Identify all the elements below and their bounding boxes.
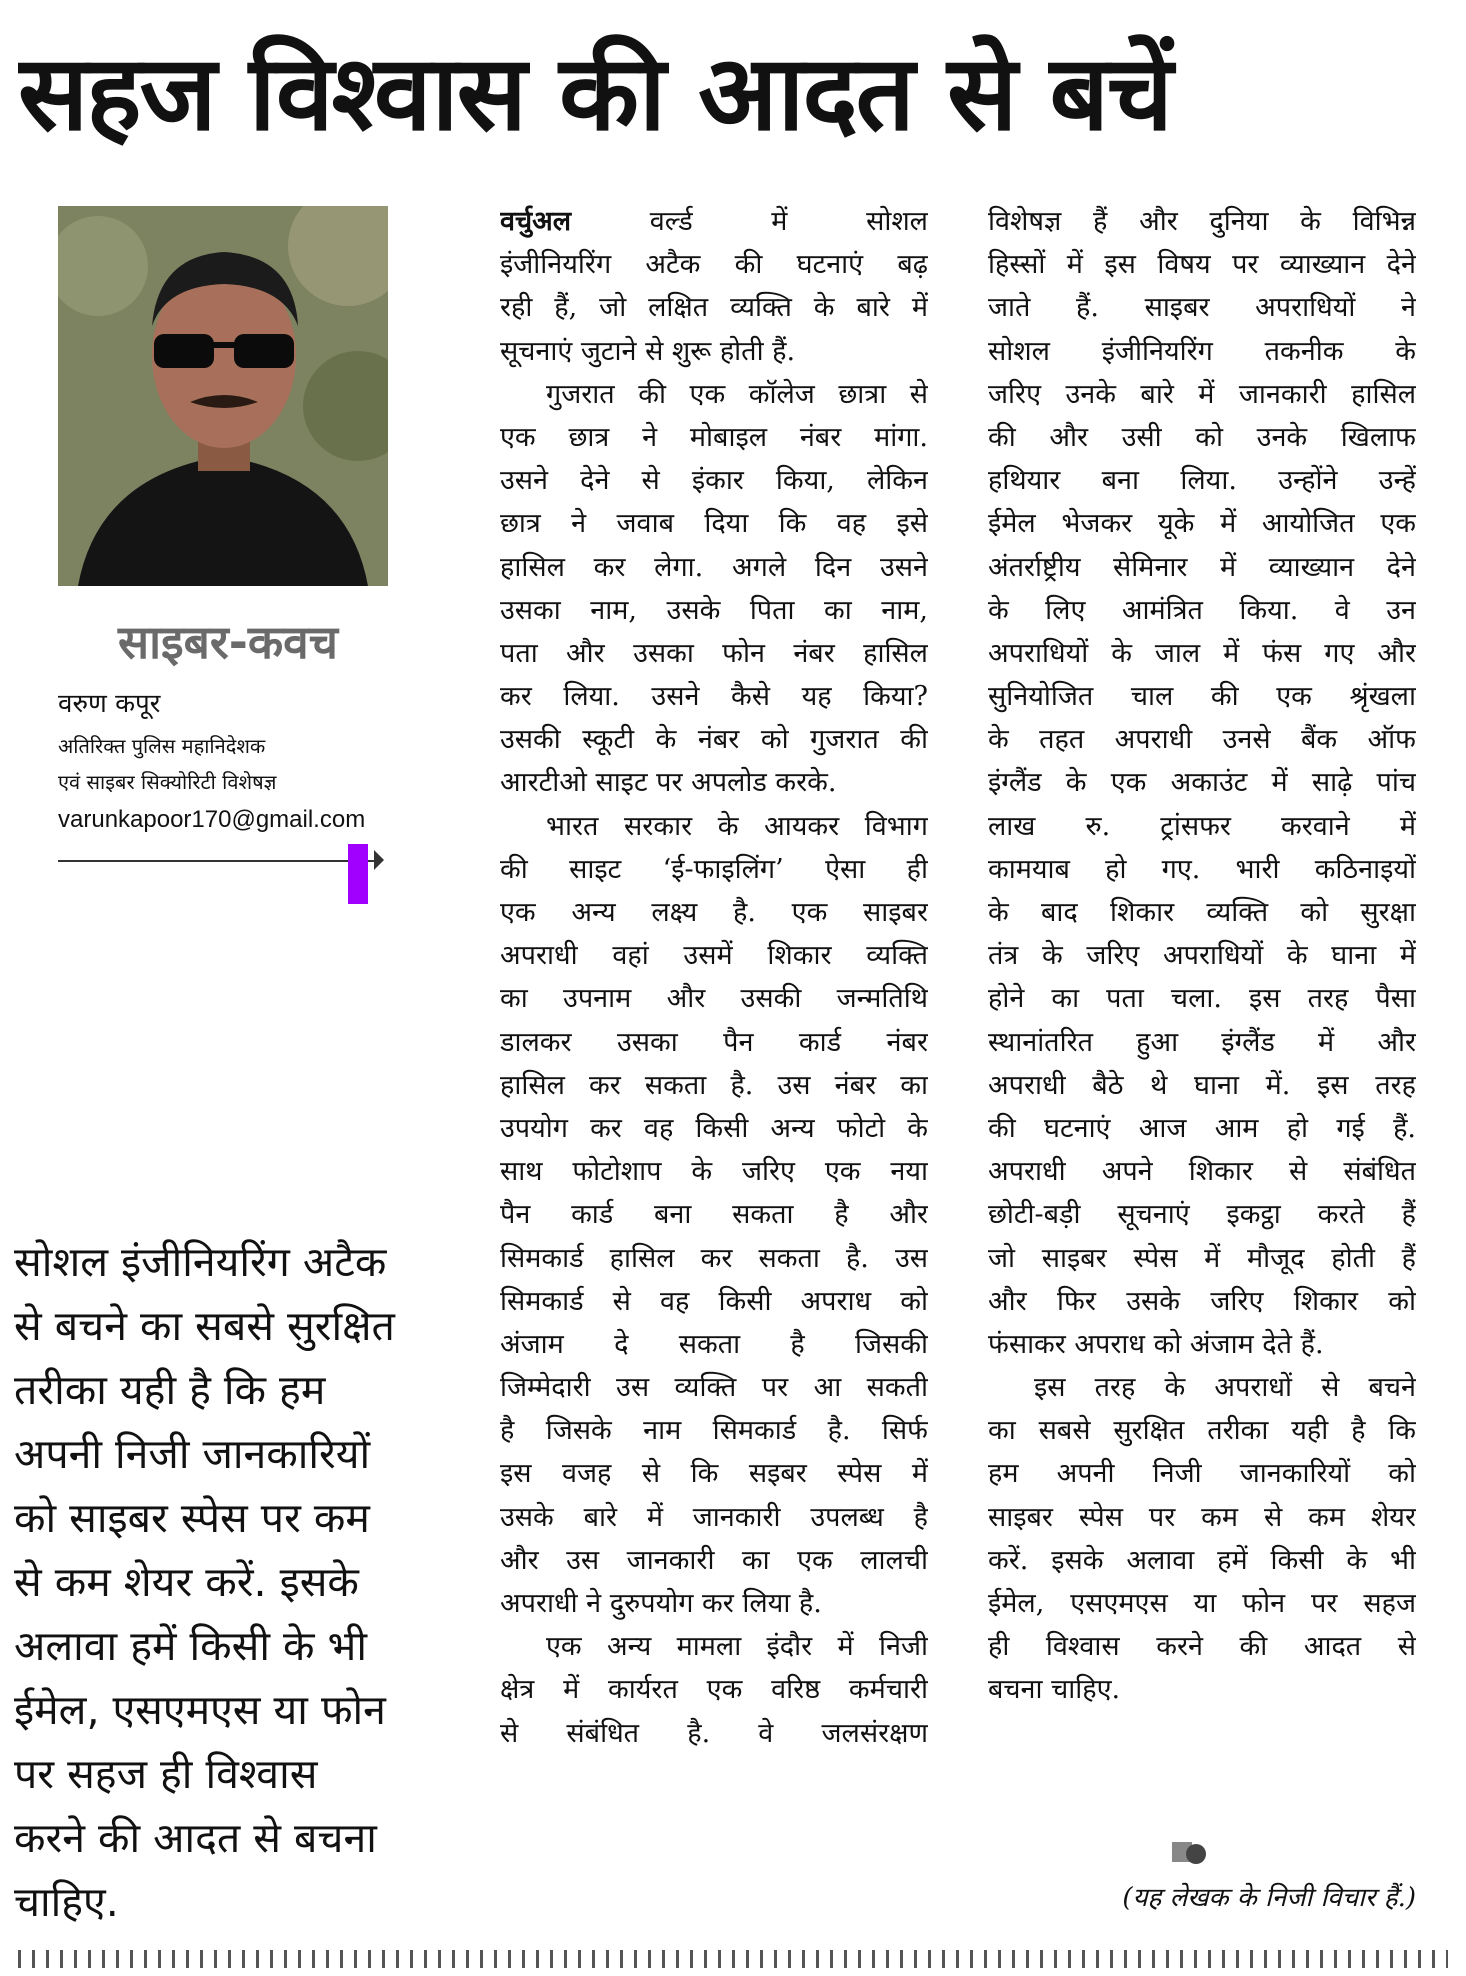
divider-arrow-icon bbox=[374, 850, 384, 870]
article-line: रही हैं, जो लक्षित व्यक्ति के बारे में bbox=[500, 292, 928, 324]
article-line: जाते हैं. साइबर अपराधियों ने bbox=[988, 292, 1416, 324]
article-line: भारत सरकार के आयकर विभाग bbox=[546, 810, 928, 842]
article-line: अपराधी अपने शिकार से संबंधित bbox=[988, 1156, 1416, 1188]
article-line: हिस्सों में इस विषय पर व्याख्यान देने bbox=[988, 249, 1416, 281]
article-line: और उस जानकारी का एक लालची bbox=[500, 1544, 928, 1576]
article-line: होने का पता चला. इस तरह पैसा bbox=[988, 983, 1416, 1015]
article-line: एक अन्य लक्ष्य है. एक साइबर bbox=[500, 897, 928, 928]
article-line: क्षेत्र में कार्यरत एक वरिष्ठ कर्मचारी bbox=[500, 1674, 928, 1706]
article-column-1 bbox=[500, 200, 928, 1920]
article-line: जो साइबर स्पेस में मौजूद होती हैं bbox=[988, 1242, 1416, 1274]
article-line: के बाद शिकार व्यक्ति को सुरक्षा bbox=[988, 897, 1416, 928]
article-line: साइबर स्पेस पर कम से कम शेयर bbox=[988, 1501, 1416, 1533]
article-line: है जिसके नाम सिमकार्ड है. सिर्फ bbox=[500, 1415, 928, 1447]
article-line: स्थानांतरित हुआ इंग्लैंड में और bbox=[988, 1026, 1416, 1058]
article-line: कर लिया. उसने कैसे यह किया? bbox=[500, 681, 928, 713]
article-line: अपराधी बैठे थे घाना में. इस तरह bbox=[988, 1069, 1416, 1101]
article-line: अपराधी ने दुरुपयोग कर लिया है. bbox=[500, 1588, 822, 1619]
pull-quote-line: अलावा हमें किसी के भी bbox=[14, 1622, 367, 1670]
end-mark-icon bbox=[1172, 1838, 1206, 1866]
article-line: पैन कार्ड बना सकता है और bbox=[500, 1199, 928, 1231]
article-line: एक अन्य मामला इंदौर में निजी bbox=[546, 1631, 928, 1663]
pull-quote-line: चाहिए. bbox=[14, 1878, 119, 1926]
article-line: अपराधियों के जाल में फंस गए और bbox=[988, 637, 1416, 669]
pull-quote bbox=[14, 1230, 444, 1930]
pull-quote-line: सोशल इंजीनियरिंग अटैक bbox=[14, 1238, 387, 1286]
article-line: लाख रु. ट्रांसफर करवाने में bbox=[988, 810, 1416, 842]
article-line: ईमेल, एसएमएस या फोन पर सहज bbox=[988, 1588, 1416, 1619]
article-line: छात्र ने जवाब दिया कि वह इसे bbox=[500, 508, 928, 540]
pull-quote-line: से कम शेयर करें. इसके bbox=[14, 1558, 359, 1606]
article-line: जिम्मेदारी उस व्यक्ति पर आ सकती bbox=[500, 1372, 928, 1404]
article-line: इंग्लैंड के एक अकाउंट में साढ़े पांच bbox=[988, 767, 1416, 799]
article-line: इस तरह के अपराधों से बचने bbox=[1034, 1372, 1416, 1404]
article-line: आरटीओ साइट पर अपलोड करके. bbox=[500, 767, 837, 799]
article-line: के लिए आमंत्रित किया. वे उन bbox=[988, 594, 1416, 626]
article-line: वर्चुअल वर्ल्ड में सोशल bbox=[500, 206, 928, 237]
column-title: साइबर-कवच bbox=[118, 615, 338, 669]
article-line: कामयाब हो गए. भारी कठिनाइयों bbox=[988, 853, 1416, 885]
article-line: हम अपनी निजी जानकारियों को bbox=[988, 1458, 1416, 1490]
article-line: की और उसी को उनके खिलाफ bbox=[988, 421, 1416, 453]
article-line: गुजरात की एक कॉलेज छात्रा से bbox=[546, 378, 928, 410]
article-line: सोशल इंजीनियरिंग तकनीक के bbox=[988, 335, 1416, 367]
bottom-border bbox=[18, 1950, 1448, 1968]
article-line: साथ फोटोशाप के जरिए एक नया bbox=[500, 1156, 928, 1188]
article-line: पता और उसका फोन नंबर हासिल bbox=[500, 637, 928, 669]
divider bbox=[58, 860, 378, 862]
pull-quote-line: को साइबर स्पेस पर कम bbox=[14, 1494, 370, 1542]
article-line: का सबसे सुरक्षित तरीका यही है कि bbox=[988, 1415, 1416, 1447]
article-line: की साइट ‘ई-फाइलिंग’ ऐसा ही bbox=[500, 853, 928, 885]
pull-quote-line: से बचने का सबसे सुरक्षित bbox=[14, 1302, 395, 1350]
article-line: से संबंधित है. वे जलसंरक्षण bbox=[500, 1717, 928, 1749]
article-line: एक छात्र ने मोबाइल नंबर मांगा. bbox=[500, 421, 928, 453]
author-designation: एवं साइबर सिक्योरिटी विशेषज्ञ bbox=[58, 770, 277, 794]
article-line: विशेषज्ञ हैं और दुनिया के विभिन्न bbox=[988, 206, 1416, 237]
article-line: हासिल कर लेगा. अगले दिन उसने bbox=[500, 551, 928, 583]
article-line: अंतर्राष्ट्रीय सेमिनार में व्याख्यान देने bbox=[988, 551, 1416, 583]
author-name: वरुण कपूर bbox=[58, 689, 161, 719]
article-line: डालकर उसका पैन कार्ड नंबर bbox=[500, 1026, 928, 1058]
article-line: सिमकार्ड हासिल कर सकता है. उस bbox=[500, 1242, 928, 1274]
article-line: सिमकार्ड से वह किसी अपराध को bbox=[500, 1285, 928, 1317]
author-designation: अतिरिक्त पुलिस महानिदेशक bbox=[58, 734, 266, 758]
pull-quote-line: करने की आदत से बचना bbox=[14, 1814, 377, 1862]
article-line: इस वजह से कि सइबर स्पेस में bbox=[500, 1458, 928, 1490]
article-line: उसका नाम, उसके पिता का नाम, bbox=[500, 594, 928, 626]
lead-word: वर्चुअल bbox=[500, 206, 572, 237]
pull-quote-line: ईमेल, एसएमएस या फोन bbox=[14, 1686, 386, 1734]
article-line: फंसाकर अपराध को अंजाम देते हैं. bbox=[988, 1328, 1324, 1360]
pull-quote-line: तरीका यही है कि हम bbox=[14, 1366, 326, 1414]
article-line: बचना चाहिए. bbox=[988, 1674, 1121, 1706]
article-line: हासिल कर सकता है. उस नंबर का bbox=[500, 1069, 928, 1101]
article-line: अंजाम दे सकता है जिसकी bbox=[500, 1328, 928, 1360]
article-column-2 bbox=[988, 200, 1416, 1920]
article-line: की घटनाएं आज आम हो गई हैं. bbox=[988, 1112, 1416, 1144]
article-line: छोटी-बड़ी सूचनाएं इकट्ठा करते हैं bbox=[988, 1199, 1416, 1231]
article-line: के तहत अपराधी उनसे बैंक ऑफ bbox=[988, 724, 1416, 756]
article-line: सुनियोजित चाल की एक श्रृंखला bbox=[988, 681, 1416, 713]
accent-bar bbox=[348, 844, 368, 904]
article-line: ईमेल भेजकर यूके में आयोजित एक bbox=[988, 508, 1416, 540]
article-line: का उपनाम और उसकी जन्मतिथि bbox=[500, 983, 928, 1015]
article-line: करें. इसके अलावा हमें किसी के भी bbox=[988, 1544, 1416, 1576]
author-photo bbox=[58, 206, 388, 586]
article-line: इंजीनियरिंग अटैक की घटनाएं बढ़ bbox=[500, 249, 928, 281]
author-email[interactable]: varunkapoor170@gmail.com bbox=[58, 806, 366, 833]
article-line: जरिए उनके बारे में जानकारी हासिल bbox=[988, 378, 1416, 410]
pull-quote-line: पर सहज ही विश्वास bbox=[14, 1750, 318, 1798]
article-line: उसने देने से इंकार किया, लेकिन bbox=[500, 465, 928, 497]
article-line: हथियार बना लिया. उन्होंने उन्हें bbox=[988, 465, 1416, 497]
article-line: और फिर उसके जरिए शिकार को bbox=[988, 1285, 1416, 1317]
article-line: तंत्र के जरिए अपराधियों के घाना में bbox=[988, 940, 1416, 972]
disclaimer: (यह लेखक के निजी विचार हैं.) bbox=[1122, 1883, 1416, 1913]
article-line: उसके बारे में जानकारी उपलब्ध है bbox=[500, 1501, 928, 1533]
article-line: उसकी स्कूटी के नंबर को गुजरात की bbox=[500, 724, 928, 756]
article-line: ही विश्वास करने की आदत से bbox=[988, 1631, 1416, 1663]
pull-quote-line: अपनी निजी जानकारियों bbox=[14, 1430, 371, 1478]
headline: सहज विश्वास की आदत से बचें bbox=[18, 32, 1172, 154]
article-line: सूचनाएं जुटाने से शुरू होती हैं. bbox=[500, 335, 796, 367]
article-line: अपराधी वहां उसमें शिकार व्यक्ति bbox=[500, 940, 928, 972]
article-line: उपयोग कर वह किसी अन्य फोटो के bbox=[500, 1112, 928, 1144]
